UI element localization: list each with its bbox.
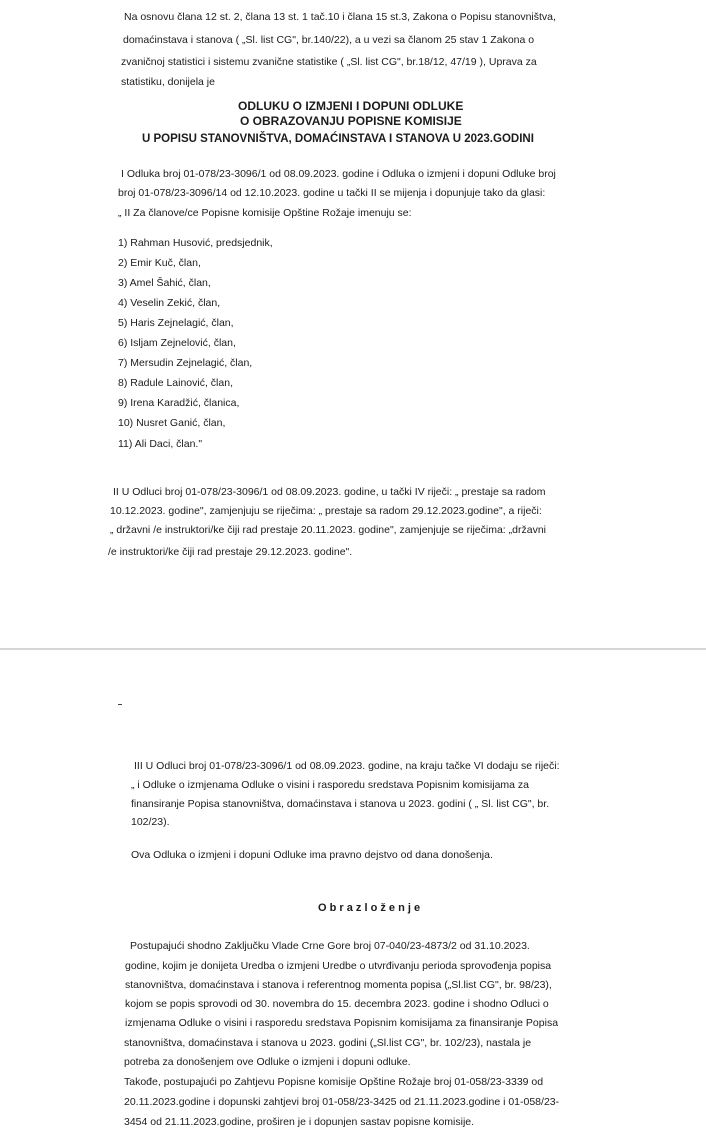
member-item: 6) Isljam Zejnelović, član, [118, 337, 236, 349]
section-1-line: I Odluka broj 01-078/23-3096/1 od 08.09.2023. godine i Odluka o izmjeni i dopuni Odluke broj [121, 168, 556, 180]
reasoning-line: godine, kojim je donijeta Uredba o izmjeni Uredbe o utvrđivanju perioda sprovođenja popisa [125, 960, 552, 972]
preamble-line: domaćinstava i stanova ( „Sl. list CG", br.140/22), a u vezi sa članom 25 stav 1 Zakona o [123, 34, 535, 46]
section-1-line: „ II Za članove/ce Popisne komisije Opštine Rožaje imenuju se: [118, 207, 412, 219]
section-2-line: 10.12.2023. godine", zamjenjuju se riječima: „ prestaje sa radom 29.12.2023.godine", a riječi: [110, 505, 542, 517]
member-item: 4) Veselin Zekić, član, [118, 297, 221, 309]
reasoning-line: potreba za donošenjem ove Odluke o izmjeni i dopuni odluke. [124, 1056, 411, 1068]
member-item: 2) Emir Kuč, član, [118, 257, 201, 269]
decision-title: ODLUKU O IZMJENI I DOPUNI ODLUKE [238, 99, 464, 113]
section-2-line: /e instruktori/ke čiji rad prestaje 29.12.2023. godine". [108, 546, 353, 558]
member-item: 10) Nusret Ganić, član, [118, 417, 226, 429]
reasoning-line: Postupajući shodno Zaključku Vlade Crne Gore broj 07-040/23-4873/2 od 31.10.2023. [130, 940, 530, 952]
preamble-line: zvaničnoj statistici i sistemu zvanične statistike ( „Sl. list CG", br.18/12, 47/19 ), Uprava za [121, 56, 537, 68]
decision-title: O OBRAZOVANJU POPISNE KOMISIJE [240, 114, 462, 128]
section-3-line: finansiranje Popisa stanovništva, domaćinstava i stanova u 2023. godini ( „ Sl. list CG", br. [131, 798, 550, 810]
section-2-line: II U Odluci broj 01-078/23-3096/1 od 08.09.2023. godine, u tački IV riječi: „ prestaje sa radom [113, 486, 546, 498]
section-2-line: „ državni /e instruktori/ke čiji rad prestaje 20.11.2023. godine", zamjenjuje se riječima: „državni [110, 524, 546, 536]
section-1-line: broj 01-078/23-3096/14 od 12.10.2023. godine u tački II se mijenja i dopunjuje tako da glasi: [118, 187, 546, 199]
validity-statement: Ova Odluka o izmjeni i dopuni Odluke ima pravno dejstvo od dana donošenja. [131, 849, 493, 861]
decision-title: U POPISU STANOVNIŠTVA, DOMAĆINSTAVA I STANOVA U 2023.GODINI [142, 133, 534, 145]
member-item: 9) Irena Karadžić, članica, [118, 397, 240, 409]
member-item: 7) Mersudin Zejnelagić, član, [118, 357, 253, 369]
scan-mark [118, 704, 122, 705]
section-3-line: III U Odluci broj 01-078/23-3096/1 od 08.09.2023. godine, na kraju tačke VI dodaju se riječi: [134, 760, 560, 772]
member-item: 11) Ali Daci, član." [118, 438, 203, 450]
reasoning-line: stanovništva, domaćinstava i stanova u 2023. godini („Sl.list CG", br. 102/23), nastala je [124, 1037, 532, 1049]
preamble-line: statistiku, donijela je [121, 76, 215, 88]
reasoning-line: 20.11.2023.godine i dopunski zahtjevi broj 01-058/23-3425 od 21.11.2023.godine i 01-058/23- [124, 1096, 560, 1108]
preamble-line: Na osnovu člana 12 st. 2, člana 13 st. 1 tač.10 i člana 15 st.3, Zakona o Popisu stanovništva, [124, 11, 556, 23]
member-item: 3) Amel Šahić, član, [118, 277, 211, 289]
reasoning-line: 3454 od 21.11.2023.godine, proširen je i dopunjen sastav popisne komisije. [124, 1116, 475, 1128]
reasoning-line: kojom se popis sprovodi od 30. novembra do 15. decembra 2023. godine i shodno Odluci o [125, 998, 549, 1010]
member-item: 1) Rahman Husović, predsjednik, [118, 237, 273, 249]
member-item: 8) Radule Lainović, član, [118, 377, 233, 389]
document-page-2 [0, 650, 706, 1130]
reasoning-heading: O b r a z l o ž e n j e [318, 902, 421, 914]
reasoning-line: Takođe, postupajući po Zahtjevu Popisne komisije Opštine Rožaje broj 01-058/23-3339 od [124, 1076, 544, 1088]
section-3-line: „ i Odluke o izmjenama Odluke o visini i rasporedu sredstava Popisnim komisijama za [131, 779, 529, 791]
reasoning-line: izmjenama Odluke o visini i rasporedu sredstava Popisnim komisijama za finansiranje Popisa [125, 1017, 559, 1029]
reasoning-line: stanovništva, domaćinstava i stanova i referentnog momenta popisa („Sl.list CG", br. 98/23), [125, 979, 552, 991]
section-3-line: 102/23). [131, 816, 170, 828]
member-item: 5) Haris Zejnelagić, član, [118, 317, 234, 329]
